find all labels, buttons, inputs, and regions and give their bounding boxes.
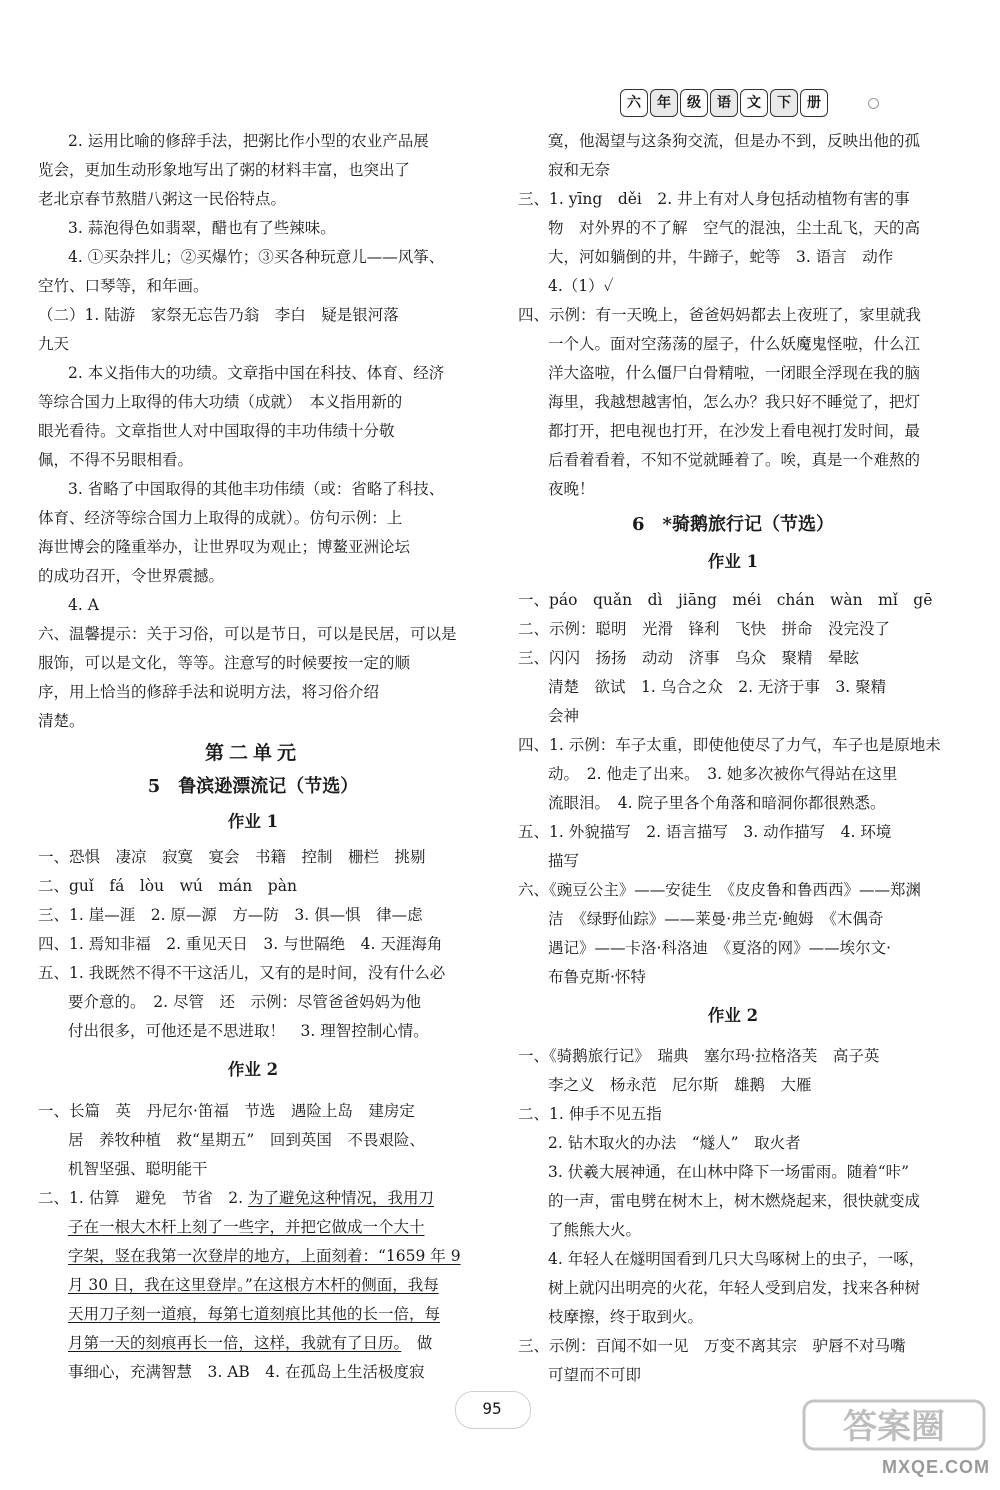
- text-line: 夜晚！: [548, 480, 595, 498]
- text-line: [38, 1328, 468, 1358]
- watermark: [800, 1395, 990, 1483]
- text-line: 四、1. 焉知非福 2. 重见天日 3. 与世隔绝 4. 天涯海角: [38, 935, 443, 953]
- text-line: 空竹、口琴等，和年画。: [38, 277, 209, 295]
- text-line: 寂和无奈: [548, 161, 611, 179]
- text-line: 清楚 欲试 1. 乌合之众 2. 无济于事 3. 聚精: [548, 678, 887, 696]
- text-line: 4. ①买杂拌儿；②买爆竹；③买各种玩意儿——风筝、: [68, 248, 445, 266]
- text-line: 眼光看待。文章指世人对中国取得的丰功伟绩十分敬: [38, 422, 395, 440]
- homework-title: 作业 1: [707, 552, 759, 571]
- watermark-logo-icon: [800, 1395, 990, 1455]
- text-line: 李之义 杨永范 尼尔斯 雄鹅 大雁: [548, 1076, 812, 1094]
- homework-title: 作业 1: [227, 812, 279, 831]
- text-segment: 二、1. 估算 避免 节省 2.: [38, 1189, 248, 1207]
- text-line: 洁 《绿野仙踪》——莱曼·弗兰克·鲍姆 《木偶奇: [548, 910, 884, 928]
- text-line: 4. A: [68, 596, 99, 614]
- text-line: 3. 伏羲大展神通，在山林中降下一场雷雨。随着“咔”: [548, 1163, 910, 1181]
- text-line: 九天: [38, 335, 70, 353]
- text-line: 览会，更加生动形象地写出了粥的材料丰富，也突出了: [38, 161, 411, 179]
- text-line: 4.（1）✓: [548, 277, 614, 295]
- badge-char: 册: [800, 89, 828, 117]
- text-line: 服饰，可以是文化，等等。注意写的时候要按一定的顺: [38, 654, 411, 672]
- svg-text:答案圈: 答案圈: [843, 1407, 945, 1447]
- text-line: 机智坚强、聪明能干: [68, 1160, 208, 1178]
- text-line: 了熊熊大火。: [548, 1221, 642, 1239]
- text-line: 一个人。面对空荡荡的屋子，什么妖魔鬼怪啦，什么江: [548, 335, 921, 353]
- text-line: 2. 钻木取火的办法 “燧人” 取火者: [548, 1134, 801, 1152]
- text-line: 三、1. 崖—涯 2. 原—源 方—防 3. 俱—惧 律—虑: [38, 906, 423, 924]
- text-line: 五、1. 我既然不得不干这活儿，又有的是时间，没有什么必: [38, 964, 446, 982]
- text-segment: 做: [401, 1334, 433, 1352]
- text-line: 树上就闪出明亮的火花，年轻人受到启发，找来各种树: [548, 1279, 921, 1297]
- grade-subject-badge: [620, 86, 828, 120]
- text-line: 3. 蒜泡得色如翡翠，醋也有了些辣味。: [68, 219, 336, 237]
- text-line: 布鲁克斯·怀特: [548, 968, 646, 986]
- text-line: 一、恐惧 凄凉 寂寞 宴会 书籍 控制 栅栏 挑剔: [38, 848, 426, 866]
- badge-char: 年: [650, 89, 678, 117]
- text-line: 三、闪闪 扬扬 动动 济事 乌众 聚精 晕眩: [518, 649, 860, 667]
- text-line: 洋大盗啦，什么僵尸白骨精啦，一闭眼全浮现在我的脑: [548, 364, 921, 382]
- text-line: 可望而不可即: [548, 1366, 642, 1384]
- underlined-answer: 字架，竖在我第一次登岸的地方，上面刻着：“1659 年 9: [68, 1247, 461, 1265]
- underlined-answer: 月第一天的刻痕再长一倍，这样，我就有了日历。: [68, 1334, 402, 1352]
- underlined-answer: 天用刀子刻一道痕，每第七道刻痕比其他的长一倍，每: [68, 1305, 441, 1323]
- lesson-title: 5 鲁滨逊漂流记（节选）: [147, 776, 359, 797]
- text-line: 序，用上恰当的修辞手法和说明方法，将习俗介绍: [38, 683, 380, 701]
- text-line: 遇记》——卡洛·科洛迪 《夏洛的网》——埃尔文·: [548, 939, 892, 957]
- text-line: 老北京春节熬腊八粥这一民俗特点。: [38, 190, 287, 208]
- watermark-site: MXQE.COM: [881, 1457, 990, 1477]
- text-line: 2. 本义指伟大的功绩。文章指中国在科技、体育、经济: [68, 364, 445, 382]
- decorative-dot-icon: [868, 98, 879, 109]
- text-line: 要介意的。 2. 尽管 还 示例：尽管爸爸妈妈为他: [68, 993, 421, 1011]
- text-line: 2. 运用比喻的修辞手法，把粥比作小型的农业产品展: [68, 132, 429, 150]
- text-line: 事细心，充满智慧 3. AB 4. 在孤岛上生活极度寂: [68, 1363, 425, 1381]
- text-line: 物 对外界的不了解 空气的混浊，尘土乱飞，天的高: [548, 219, 921, 237]
- text-line: 等综合国力上取得的伟大功绩（成就） 本义指用新的: [38, 393, 403, 411]
- page-number: 95: [482, 1399, 502, 1418]
- text-line: 3. 省略了中国取得的其他丰功伟绩（或：省略了科技、: [68, 480, 445, 498]
- badge-char: 语: [710, 89, 738, 117]
- homework-title: 作业 2: [707, 1006, 759, 1025]
- text-line: 后看着看着，不知不觉就睡着了。唉，真是一个难熬的: [548, 451, 921, 469]
- text-line: 三、示例：百闻不如一见 万变不离其宗 驴唇不对马嘴: [518, 1337, 906, 1355]
- text-line: 六、温馨提示：关于习俗，可以是节日，可以是民居，可以是: [38, 625, 457, 643]
- text-line: 大，河如躺倒的井，牛蹄子，蛇等 3. 语言 动作: [548, 248, 894, 266]
- text-line: 动。 2. 他走了出来。 3. 她多次被你气得站在这里: [548, 765, 898, 783]
- text-line: 流眼泪。 4. 院子里各个角落和暗洞你都很熟悉。: [548, 794, 886, 812]
- text-line: 枝摩擦，终于取到火。: [548, 1308, 704, 1326]
- text-line: 一、páo quǎn dì jiāng méi chán wàn mǐ gē: [518, 591, 933, 609]
- lesson-title: 6 *骑鹅旅行记（节选）: [632, 514, 834, 535]
- text-line: 描写: [548, 852, 580, 870]
- text-line: （二）1. 陆游 家祭无忘告乃翁 李白 疑是银河落: [38, 306, 399, 324]
- text-line: 三、1. yīng děi 2. 井上有对人身包括动植物有害的事: [518, 190, 910, 208]
- badge-char: 文: [740, 89, 768, 117]
- badge-char: 下: [770, 89, 798, 117]
- text-line: 会神: [548, 707, 580, 725]
- text-line: 四、示例：有一天晚上，爸爸妈妈都去上夜班了，家里就我: [518, 306, 922, 324]
- unit-title: 第二单元: [204, 742, 301, 764]
- text-line: 二、guǐ fá lòu wú mán pàn: [38, 877, 297, 895]
- text-line: 付出很多，可他还是不思进取！ 3. 理智控制心情。: [68, 1022, 429, 1040]
- underlined-answer: 月 30 日，我在这里登岸。”在这根方木杆的侧面，我每: [68, 1276, 439, 1294]
- text-line: 4. 年轻人在燧明国看到几只大鸟啄树上的虫子，一啄，: [548, 1250, 925, 1268]
- badge-char: 级: [680, 89, 708, 117]
- text-line: 四、1. 示例：车子太重，即使他使尽了力气，车子也是原地未: [518, 736, 941, 754]
- underlined-answer: 为了避免这种情况，我用刀: [247, 1189, 434, 1207]
- text-line: 一、长篇 英 丹尼尔·笛福 节选 遇险上岛 建房定: [38, 1102, 415, 1120]
- text-line: 寞，他渴望与这条狗交流，但是办不到，反映出他的孤: [548, 132, 921, 150]
- underlined-answer: 子在一根大木杆上刻了一些字，并把它做成一个大十: [68, 1218, 425, 1236]
- badge-char: 六: [620, 89, 648, 117]
- text-line: 一、《骑鹅旅行记》 瑞典 塞尔玛·拉格洛芙 高子英: [518, 1047, 880, 1065]
- text-line: 清楚。: [38, 712, 85, 730]
- text-line: 居 养牧种植 救“星期五” 回到英国 不畏艰险、: [68, 1131, 425, 1149]
- text-line: 二、示例：聪明 光滑 锋利 飞快 拼命 没完没了: [518, 620, 891, 638]
- text-line: 佩，不得不另眼相看。: [38, 451, 194, 469]
- homework-title: 作业 2: [227, 1060, 279, 1079]
- text-line: 体育、经济等综合国力上取得的成就）。仿句示例：上: [38, 509, 403, 527]
- text-line: 的成功召开，令世界震撼。: [38, 567, 225, 585]
- text-line: 的一声，雷电劈在树木上，树木燃烧起来，很快就变成: [548, 1192, 921, 1210]
- text-line: 二、1. 伸手不见五指: [518, 1105, 662, 1123]
- text-line: [38, 1183, 468, 1213]
- text-line: 六、《豌豆公主》——安徒生 《皮皮鲁和鲁西西》——郑渊: [518, 881, 922, 899]
- text-line: 海里，我越想越害怕，怎么办？我只好不睡觉了，把灯: [548, 393, 921, 411]
- text-line: 都打开，把电视也打开，在沙发上看电视打发时间，最: [548, 422, 921, 440]
- text-line: 五、1. 外貌描写 2. 语言描写 3. 动作描写 4. 环境: [518, 823, 892, 841]
- text-line: 海世博会的隆重举办，让世界叹为观止；博鳌亚洲论坛: [38, 538, 411, 556]
